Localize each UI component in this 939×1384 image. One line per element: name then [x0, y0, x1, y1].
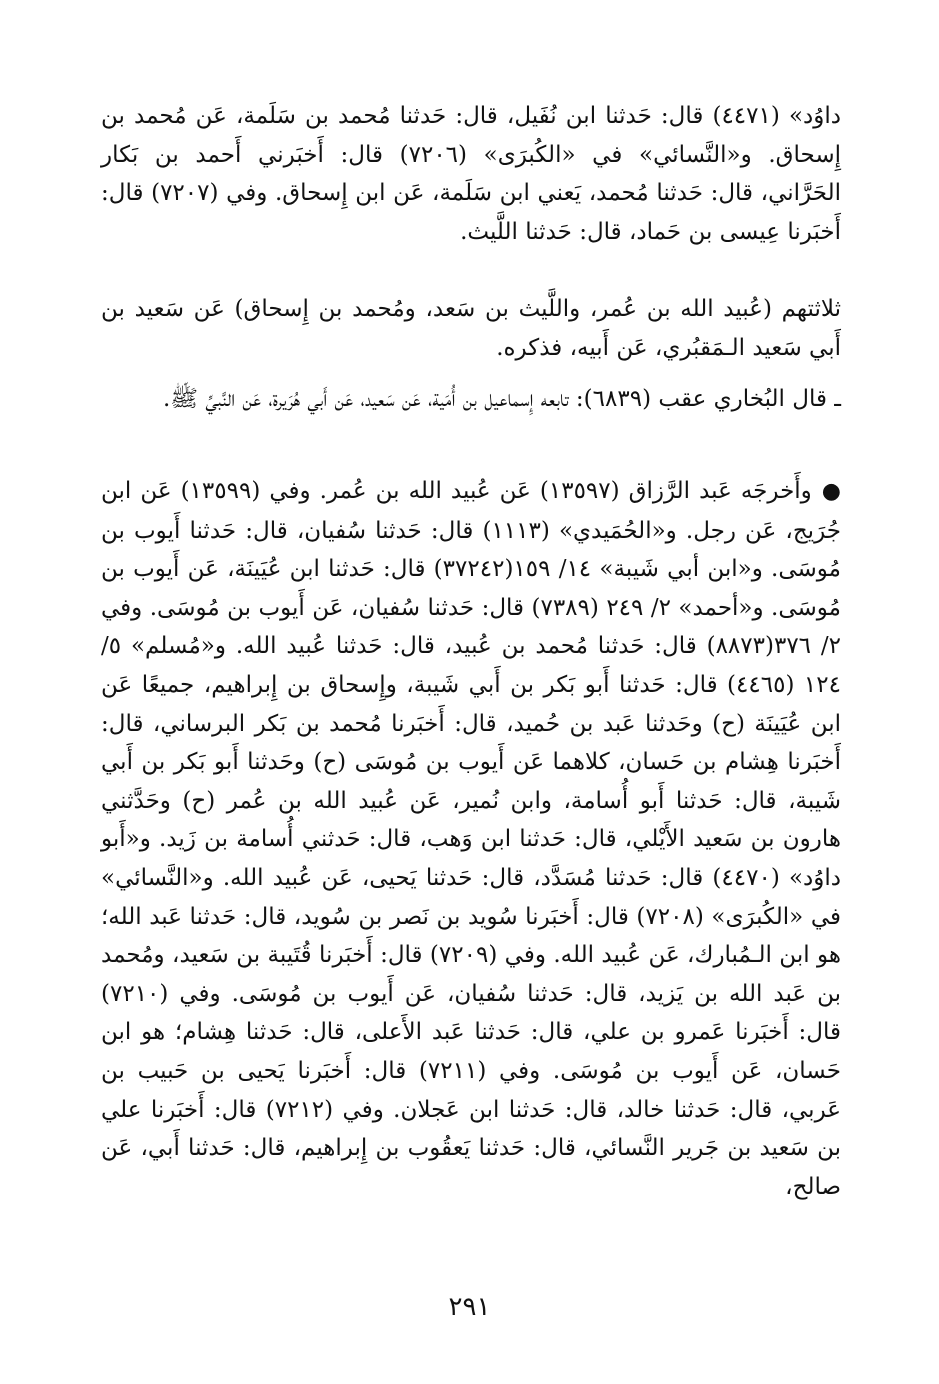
- paragraph-text: وأَخرجَه عَبد الرَّزاق (١٣٥٩٧) عَن عُبيد الله بن عُمر. وفي (١٣٥٩٩) عَن ابن جُرَيج، عَن رجل. و«الحُمَيدي» (١١١٣) قال: حَدثنا سُفيان، قال: حَدثنا أَيوب بن مُوسَى. و«ابن أبي شَيبة» ١٤/ ١٥٩(٣٧٢٤٢) قال: حَدثنا ابن عُيَينَة، عَن أَيوب بن مُوسَى. و«أحمد» ٢/ ٢٤٩ (٧٣٨٩) قال: حَدثنا سُفيان، عَن أَيوب بن مُوسَى. وفي ٢/ ٣٧٦(٨٨٧٣) قال: حَدثنا مُحمد بن عُبيد، قال: حَدثنا عُبيد الله. و«مُسلم» ٥/ ١٢٤ (٤٤٦٥) قال: حَدثنا أَبو بَكر بن أَبي شَيبة، وإِسحاق بن إِبراهيم، جميعًا عَن ابن عُيَينَة (ح) وحَدثنا عَبد بن حُميد، قال: أَخبَرنا مُحمد بن بَكر البرساني، قال: أَخبَرنا هِشام بن حَسان، كلاهما عَن أَيوب بن مُوسَى (ح) وحَدثنا أَبو بَكر بن أَبي شَيبة، قال: حَدثنا أَبو أُسامة، وابن نُمير، عَن عُبيد الله بن عُمر (ح) وحَدَّثني هارون بن سَعيد الأَيْلي، قال: حَدثنا ابن وَهب، قال: حَدثني أُسامة بن زَيد. و«أَبو داوُد» (٤٤٧٠) قال: حَدثنا مُسَدَّد، قال: حَدثنا يَحيى، عَن عُبيد الله. و«النَّسائي» في «الكُبرَى» (٧٢٠٨) قال: أَخبَرنا سُويد بن نَصر بن سُويد، قال: حَدثنا عَبد الله؛ هو ابن الـمُبارك، عَن عُبيد الله. وفي (٧٢٠٩) قال: أَخبَرنا قُتَيبة بن سَعيد، ومُحمد بن عَبد الله بن يَزيد، قال: حَدثنا سُفيان، عَن أَيوب بن مُوسَى. وفي (٧٢١٠) قال: أَخبَرنا عَمرو بن علي، قال: حَدثنا عَبد الأَعلى، قال: حَدثنا هِشام؛ هو ابن حَسان، عَن أَيوب بن مُوسَى. وفي (٧٢١١) قال: أَخبَرنا يَحيى بن حَبيب بن عَربي، قال: حَدثنا خالد، قال: حَدثنا ابن عَجلان. وفي (٧٢١٢) قال: أَخبَرنا علي بن سَعيد بن جَرير النَّسائي، قال: حَدثنا يَعقُوب بن إِبراهيم، قال: حَدثنا أَبي، عَن صالح،: [101, 478, 842, 1200]
- text-paragraph-4: [101, 472, 841, 1206]
- text-paragraph-2: [101, 290, 841, 367]
- text-paragraph-3: [101, 380, 841, 419]
- paragraph-text: داوُد» (٤٤٧١) قال: حَدثنا ابن نُفَيل، قال: حَدثنا مُحمد بن سَلَمة، عَن مُحمد بن إِسحاق. و«النَّسائي» في «الكُبرَى» (٧٢٠٦) قال: أَخبَرني أَحمد بن بَكار الحَرَّاني، قال: حَدثنا مُحمد، يَعني ابن سَلَمة، عَن ابن إِسحاق. وفي (٧٢٠٧) قال: أَخبَرنا عِيسى بن حَماد، قال: حَدثنا اللَّيث.: [101, 103, 842, 245]
- paragraph-text: ـ قال البُخاري عقب (٦٨٣٩): تابعه إِسماعيل بن أُمَية، عَن سَعيد، عَن أَبي هُرَيرة، عَن النَّبيِّ ﷺ.: [163, 386, 841, 412]
- page-number: ٢٩١: [448, 1292, 491, 1322]
- paragraph-with-bullet: [101, 472, 841, 1206]
- bullet-icon: ●: [821, 479, 841, 504]
- text-paragraph-1: [101, 97, 841, 251]
- paragraph-text: ثلاثتهم (عُبيد الله بن عُمر، واللَّيث بن سَعد، ومُحمد بن إِسحاق) عَن سَعيد بن أَبي سَعيد الـمَقبُري، عَن أَبيه، فذكره.: [101, 296, 841, 361]
